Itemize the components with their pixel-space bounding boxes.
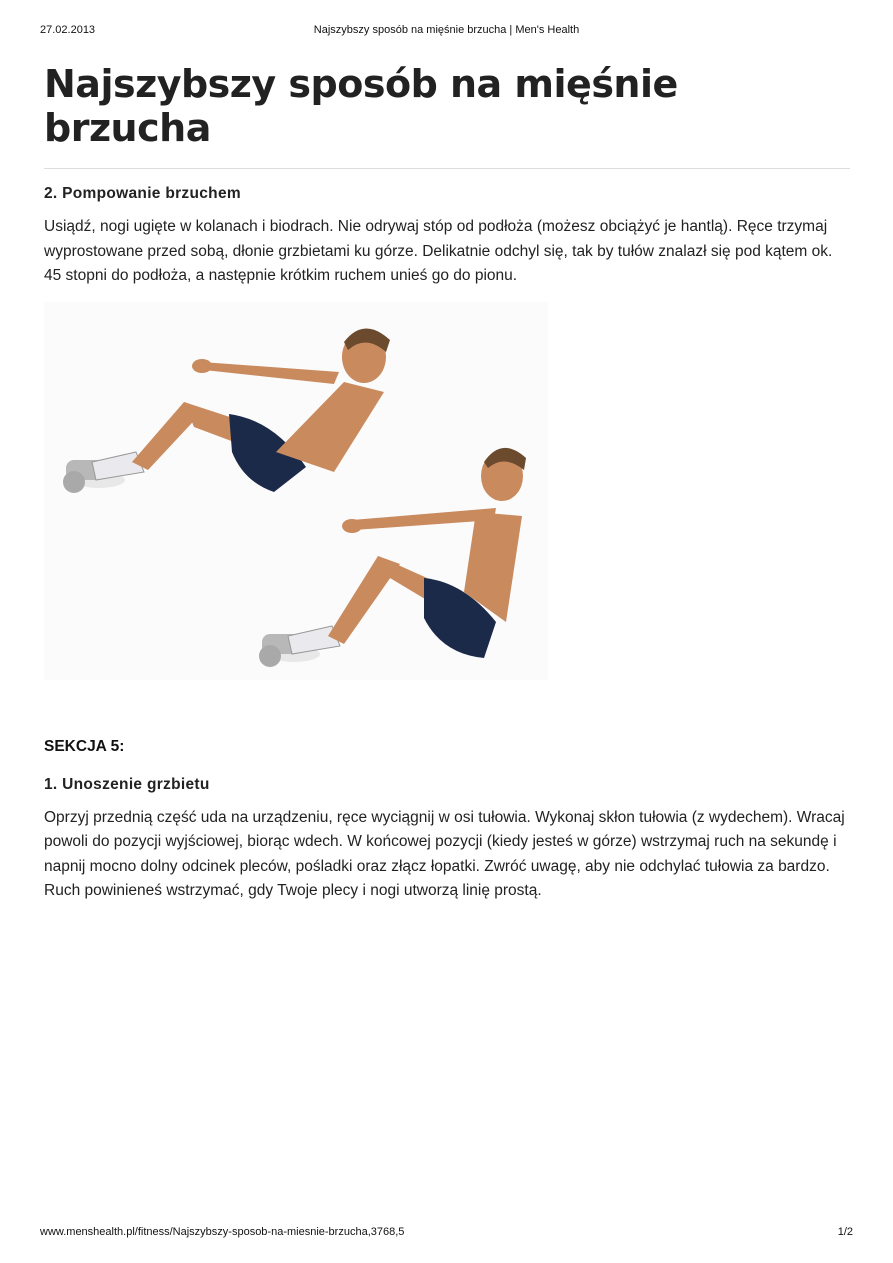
exercise-illustration [44,302,548,680]
print-header [40,24,853,40]
page-number: 1/2 [837,1226,853,1238]
exercise-heading: 2. Pompowanie brzuchem [44,185,241,202]
page-url: www.menshealth.pl/fitness/Najszybszy-sposob-na-miesnie-brzucha,3768,5 [40,1226,405,1238]
section-label: SEKCJA 5: [44,737,125,755]
exercise-description: Oprzyj przednią część uda na urządzeniu, ręce wyciągnij w osi tułowia. Wykonaj skłon tułowia (z wydechem). Wracaj powoli do pozycji wyjściowej, biorąc wdech. W końcowej pozycji (kiedy jesteś w górze) wstrzymaj ruch na sekundę i napnij mocno dolny odcinek pleców, pośladki oraz złącz łopatki. Zwróć uwagę, aby nie odchylać tułowia za bardzo. Ruch powinieneś wstrzymać, gdy Twoje plecy i nogi utworzą linię prostą. [44,808,845,899]
print-footer [40,1226,853,1242]
exercise-description: Usiądź, nogi ugięte w kolanach i biodrach. Nie odrywaj stóp od podłoża (możesz obciążyć je hantlą). Ręce trzymaj wyprostowane przed sobą, dłonie grzbietami ku górze. Delikatnie odchyl się, tak by tułów znalazł się pod kątem ok. 45 stopni do podłoża, a następnie krótkim ruchem unieś go do pionu. [44,218,833,284]
article [44,62,850,904]
article-title: Najszybszy sposób na mięśnie brzucha [44,62,850,169]
print-date: 27.02.2013 [40,24,96,36]
exercise-photo [44,302,548,680]
exercise-heading: 1. Unoszenie grzbietu [44,775,210,793]
print-page-title: Najszybszy sposób na mięśnie brzucha | Men's Health [313,24,580,36]
